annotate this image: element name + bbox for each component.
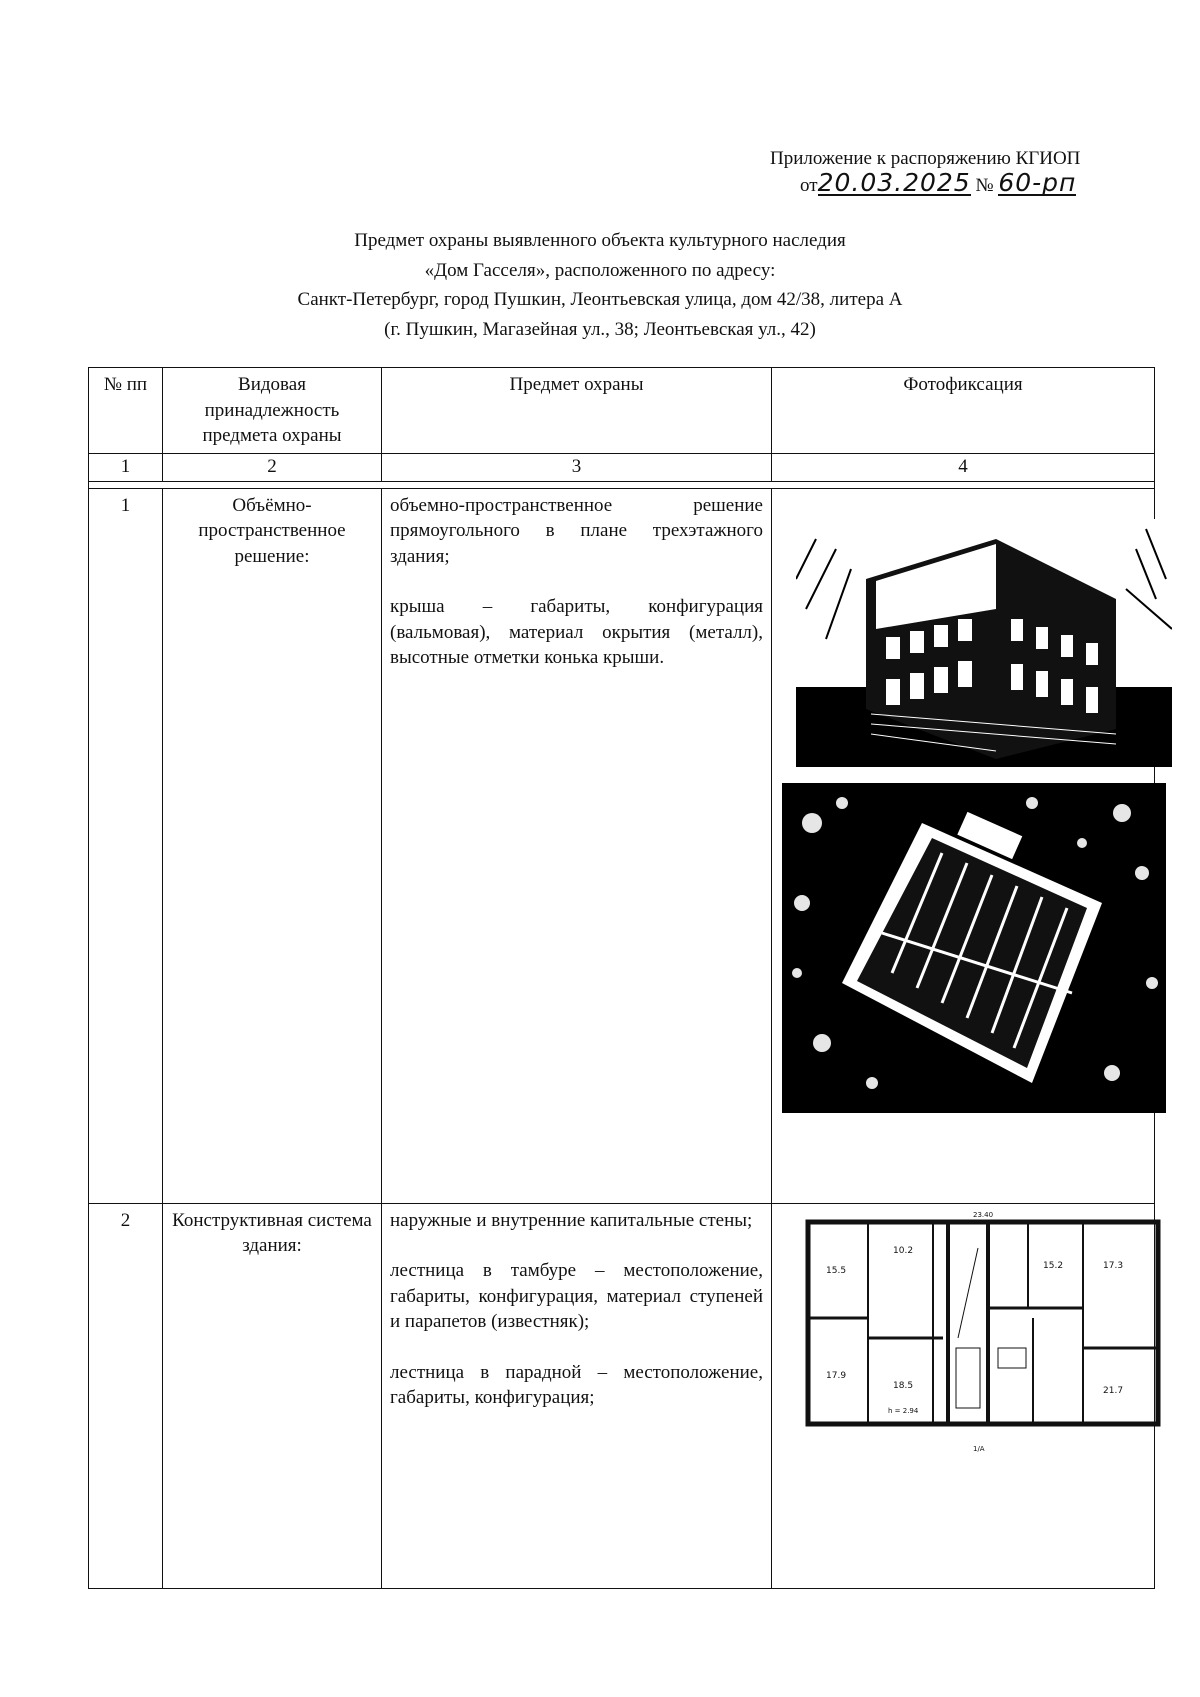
- header-subject: Предмет охраны: [382, 368, 772, 454]
- plan-bottom-label: 1/А: [973, 1444, 985, 1453]
- row2-plan: [772, 1203, 1155, 1588]
- plan-room-c: 15.2: [1043, 1260, 1064, 1271]
- appendix-ot: от: [800, 175, 818, 196]
- appendix-line1: Приложение к распоряжению КГИОП: [770, 148, 1081, 169]
- col-number-3: 3: [382, 453, 772, 481]
- col-number-2: 2: [163, 453, 382, 481]
- row1-num: 1: [89, 488, 163, 1203]
- plan-room-h: h = 2.94: [888, 1406, 919, 1415]
- row2-item-3: лестница в парадной – местоположение, габариты, конфигурация;: [390, 1361, 763, 1408]
- title-line1: Предмет охраны выявленного объекта культурного наследия: [354, 230, 846, 251]
- table-header-row: [89, 368, 1155, 454]
- building-photo: [796, 519, 1172, 767]
- row1-photos: [772, 488, 1155, 1203]
- plan-room-a: 15.5: [826, 1265, 847, 1276]
- row2-item-1: наружные и внутренние капитальные стены;: [390, 1209, 753, 1231]
- title-line2: «Дом Гасселя», расположенного по адресу:: [424, 259, 776, 281]
- row1-item-1: объемно-пространственное решение прямоугольного в плане трехэтажного здания;: [390, 494, 763, 567]
- row2-category: Конструктивная система здания:: [163, 1203, 382, 1588]
- row1-category: Объёмно-пространственное решение:: [163, 488, 382, 1203]
- header-num: № пп: [89, 368, 163, 454]
- appendix-date: 20.03.2025: [817, 168, 971, 197]
- plan-room-g: 21.7: [1103, 1385, 1124, 1396]
- header-photo: Фотофиксация: [772, 368, 1155, 454]
- row1-subject: [382, 488, 772, 1203]
- document-title: [0, 226, 1200, 344]
- row2-item-2: лестница в тамбуре – местоположение, габариты, конфигурация, материал ступеней и парапетов (известняк);: [390, 1260, 763, 1332]
- row2-subject: [382, 1203, 772, 1588]
- plan-room-f: 17.3: [1103, 1260, 1124, 1271]
- row2-num: 2: [89, 1203, 163, 1588]
- header-category: Видовая принадлежность предмета охраны: [163, 368, 382, 454]
- table-row: [89, 1203, 1155, 1588]
- plan-room-b: 10.2: [893, 1245, 914, 1256]
- floor-plan: [798, 1208, 1178, 1458]
- col-number-4: 4: [772, 453, 1155, 481]
- plan-room-e: 18.5: [893, 1380, 914, 1391]
- appendix-line2: [800, 168, 1077, 197]
- col-number-1: 1: [89, 453, 163, 481]
- title-line3: Санкт-Петербург, город Пушкин, Леонтьевская улица, дом 42/38, литера А: [297, 289, 903, 310]
- row1-item-2: крыша – габариты, конфигурация (вальмовая), материал окрытия (металл), высотные отметки конька крыши.: [390, 596, 763, 668]
- title-line4: (г. Пушкин, Магазейная ул., 38; Леонтьевская ул., 42): [384, 318, 816, 340]
- appendix-note: [770, 148, 1081, 197]
- plan-top-dim: 23.40: [973, 1210, 994, 1219]
- appendix-no-label: №: [975, 175, 994, 196]
- table-row: [89, 488, 1155, 1203]
- table-number-row: [89, 453, 1155, 481]
- protection-table: [88, 367, 1155, 1589]
- plan-room-d: 17.9: [826, 1370, 847, 1381]
- appendix-number: 60-рп: [998, 168, 1077, 197]
- aerial-photo: [782, 783, 1166, 1113]
- table-gap-row: [89, 481, 1155, 488]
